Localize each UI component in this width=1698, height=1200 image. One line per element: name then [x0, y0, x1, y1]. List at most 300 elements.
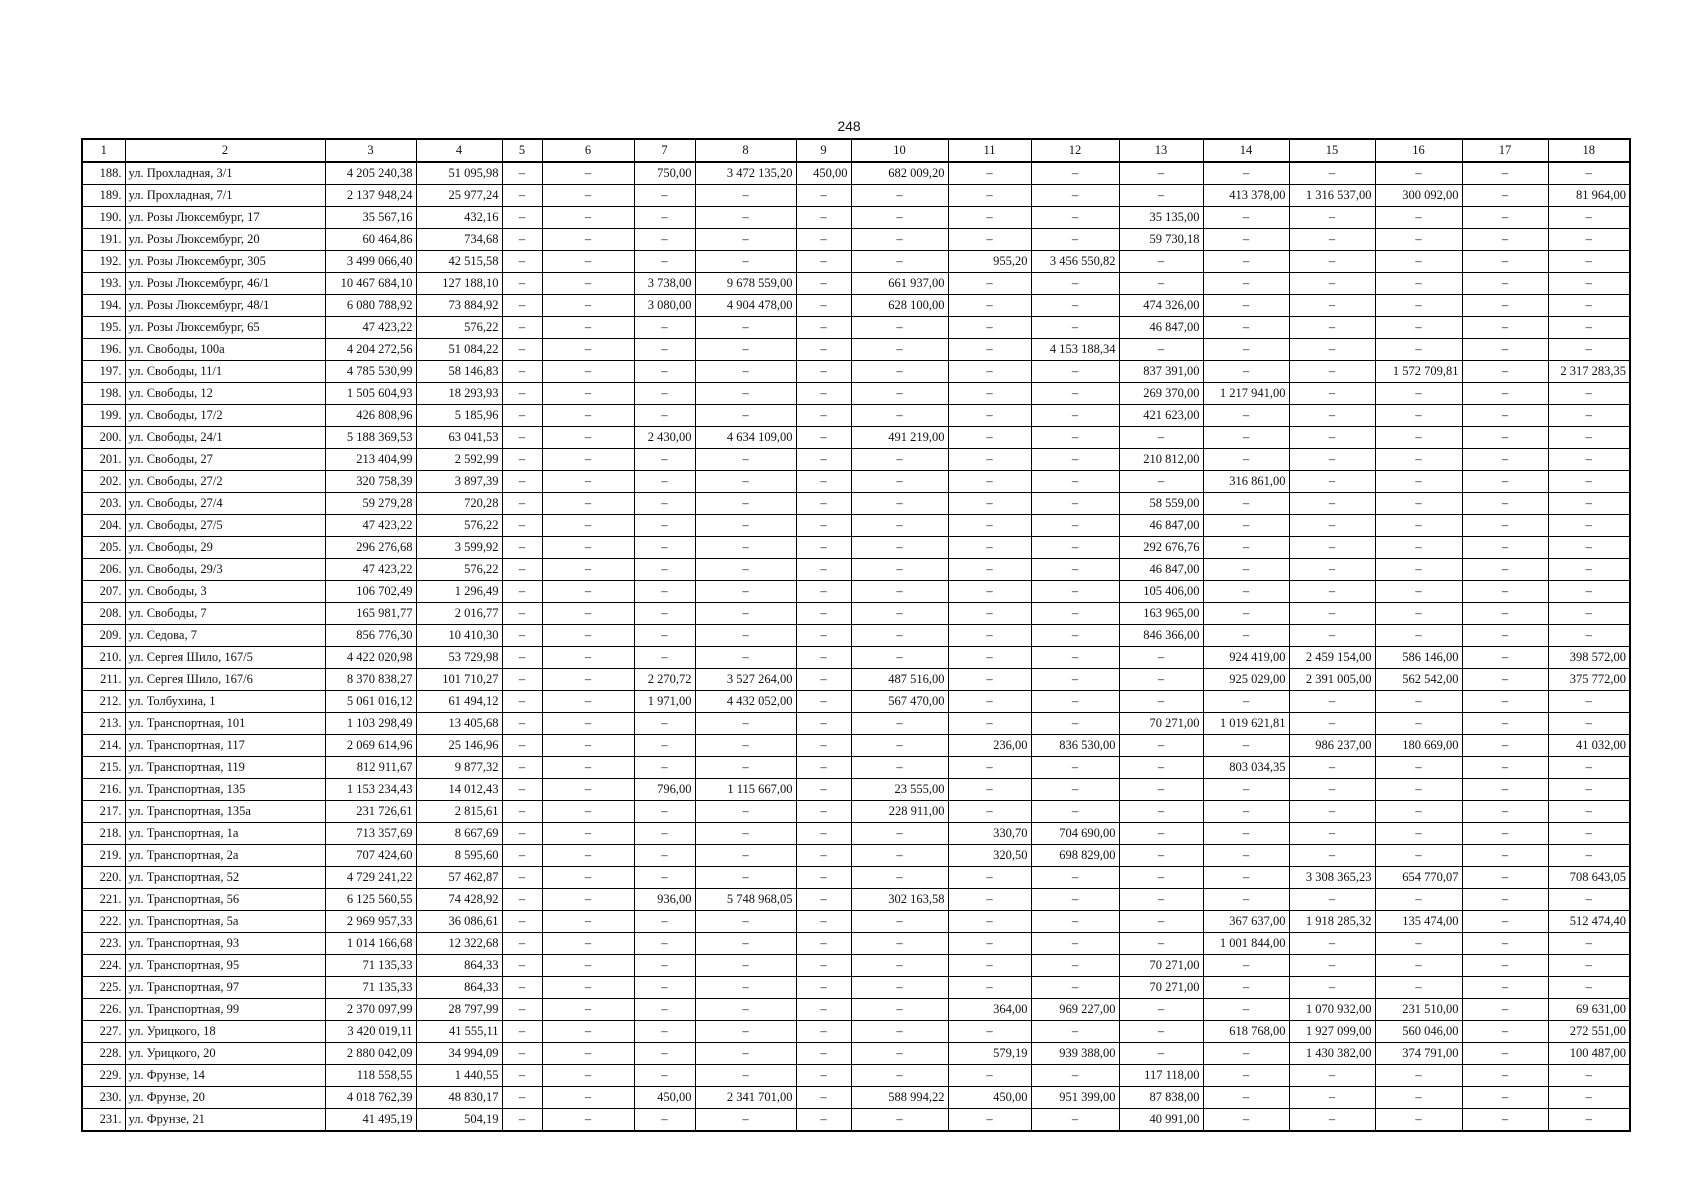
value-cell: – [634, 581, 695, 603]
value-cell: 1 115 667,00 [695, 779, 796, 801]
column-header: 10 [851, 139, 948, 162]
value-cell: – [1119, 339, 1203, 361]
value-cell: – [1119, 647, 1203, 669]
value-cell: 180 669,00 [1375, 735, 1462, 757]
value-cell: – [1289, 845, 1375, 867]
value-cell: – [634, 493, 695, 515]
value-cell: – [1289, 559, 1375, 581]
value-cell: – [1462, 867, 1548, 889]
row-number-cell: 191. [82, 229, 125, 251]
value-cell: – [1548, 1065, 1630, 1087]
value-cell: 18 293,93 [416, 383, 502, 405]
value-cell: – [1548, 162, 1630, 185]
row-number-cell: 220. [82, 867, 125, 889]
column-header: 6 [542, 139, 634, 162]
value-cell: – [948, 427, 1031, 449]
address-cell: ул. Свободы, 17/2 [125, 405, 325, 427]
address-cell: ул. Сергея Шило, 167/5 [125, 647, 325, 669]
value-cell: – [1289, 383, 1375, 405]
value-cell: – [1375, 933, 1462, 955]
value-cell: – [502, 801, 542, 823]
value-cell: 8 370 838,27 [325, 669, 416, 691]
value-cell: 2 270,72 [634, 669, 695, 691]
value-cell: 35 135,00 [1119, 207, 1203, 229]
value-cell: – [634, 317, 695, 339]
value-cell: 236,00 [948, 735, 1031, 757]
value-cell: – [1203, 273, 1289, 295]
value-cell: – [502, 977, 542, 999]
value-cell: 2 391 005,00 [1289, 669, 1375, 691]
value-cell: – [1031, 162, 1119, 185]
value-cell: – [1119, 162, 1203, 185]
value-cell: – [1031, 449, 1119, 471]
row-number-cell: 194. [82, 295, 125, 317]
table-row [82, 933, 1630, 955]
value-cell: – [695, 845, 796, 867]
value-cell: 698 829,00 [1031, 845, 1119, 867]
address-cell: ул. Розы Люксембург, 17 [125, 207, 325, 229]
value-cell: – [1289, 823, 1375, 845]
value-cell: – [851, 845, 948, 867]
address-cell: ул. Свободы, 27 [125, 449, 325, 471]
value-cell: 708 643,05 [1548, 867, 1630, 889]
column-header: 15 [1289, 139, 1375, 162]
value-cell: 2 317 283,35 [1548, 361, 1630, 383]
value-cell: – [542, 339, 634, 361]
value-cell: – [948, 933, 1031, 955]
value-cell: – [542, 713, 634, 735]
value-cell: 3 456 550,82 [1031, 251, 1119, 273]
value-cell: 2 370 097,99 [325, 999, 416, 1021]
row-number-cell: 199. [82, 405, 125, 427]
value-cell: – [796, 1065, 851, 1087]
value-cell: – [502, 1043, 542, 1065]
value-cell: – [1031, 757, 1119, 779]
value-cell: 1 316 537,00 [1289, 185, 1375, 207]
value-cell: – [502, 1109, 542, 1132]
row-number-cell: 225. [82, 977, 125, 999]
value-cell: – [634, 1109, 695, 1132]
value-cell: – [1289, 273, 1375, 295]
value-cell: – [1462, 603, 1548, 625]
value-cell: – [1203, 867, 1289, 889]
value-cell: 70 271,00 [1119, 955, 1203, 977]
value-cell: – [1031, 801, 1119, 823]
value-cell: 47 423,22 [325, 317, 416, 339]
value-cell: – [695, 735, 796, 757]
value-cell: – [1031, 427, 1119, 449]
value-cell: – [634, 229, 695, 251]
value-cell: – [1289, 603, 1375, 625]
table-row [82, 955, 1630, 977]
value-cell: – [796, 845, 851, 867]
value-cell: – [1031, 955, 1119, 977]
value-cell: – [796, 757, 851, 779]
value-cell: – [796, 779, 851, 801]
value-cell: – [1289, 933, 1375, 955]
value-cell: – [1203, 845, 1289, 867]
value-cell: 413 378,00 [1203, 185, 1289, 207]
value-cell: – [542, 207, 634, 229]
value-cell: – [1203, 691, 1289, 713]
value-cell: – [1462, 251, 1548, 273]
value-cell: – [1031, 669, 1119, 691]
value-cell: – [1548, 427, 1630, 449]
row-number-cell: 211. [82, 669, 125, 691]
value-cell: 5 188 369,53 [325, 427, 416, 449]
value-cell: – [1031, 977, 1119, 999]
value-cell: – [1119, 427, 1203, 449]
value-cell: – [542, 317, 634, 339]
value-cell: – [1462, 273, 1548, 295]
value-cell: – [542, 603, 634, 625]
value-cell: – [796, 273, 851, 295]
value-cell: 3 499 066,40 [325, 251, 416, 273]
value-cell: 628 100,00 [851, 295, 948, 317]
value-cell: – [1548, 1087, 1630, 1109]
value-cell: – [634, 955, 695, 977]
value-cell: – [1548, 603, 1630, 625]
value-cell: 560 046,00 [1375, 1021, 1462, 1043]
value-cell: – [948, 757, 1031, 779]
value-cell: – [851, 625, 948, 647]
value-cell: – [1289, 471, 1375, 493]
value-cell: – [796, 427, 851, 449]
value-cell: 2 969 957,33 [325, 911, 416, 933]
row-number-cell: 193. [82, 273, 125, 295]
value-cell: 846 366,00 [1119, 625, 1203, 647]
value-cell: – [948, 559, 1031, 581]
value-cell: – [634, 515, 695, 537]
row-number-cell: 189. [82, 185, 125, 207]
value-cell: 210 812,00 [1119, 449, 1203, 471]
value-cell: 925 029,00 [1203, 669, 1289, 691]
value-cell: – [1375, 339, 1462, 361]
value-cell: – [1203, 427, 1289, 449]
value-cell: – [1548, 295, 1630, 317]
value-cell: 320 758,39 [325, 471, 416, 493]
value-cell: 25 146,96 [416, 735, 502, 757]
value-cell: – [542, 581, 634, 603]
value-cell: 118 558,55 [325, 1065, 416, 1087]
value-cell: – [1119, 933, 1203, 955]
row-number-cell: 218. [82, 823, 125, 845]
row-number-cell: 198. [82, 383, 125, 405]
table-row [82, 845, 1630, 867]
value-cell: 71 135,33 [325, 955, 416, 977]
value-cell: 101 710,27 [416, 669, 502, 691]
value-cell: – [1203, 999, 1289, 1021]
table-row [82, 779, 1630, 801]
value-cell: 51 095,98 [416, 162, 502, 185]
value-cell: – [1119, 471, 1203, 493]
value-cell: 213 404,99 [325, 449, 416, 471]
row-number-cell: 210. [82, 647, 125, 669]
value-cell: – [796, 559, 851, 581]
value-cell: 5 061 016,12 [325, 691, 416, 713]
value-cell: 59 279,28 [325, 493, 416, 515]
value-cell: – [796, 537, 851, 559]
value-cell: – [695, 229, 796, 251]
table-row [82, 1065, 1630, 1087]
value-cell: – [1462, 845, 1548, 867]
value-cell: – [948, 889, 1031, 911]
address-cell: ул. Транспортная, 97 [125, 977, 325, 999]
value-cell: 450,00 [948, 1087, 1031, 1109]
value-cell: – [1462, 933, 1548, 955]
value-cell: – [1462, 911, 1548, 933]
value-cell: – [796, 867, 851, 889]
value-cell: – [542, 515, 634, 537]
value-cell: – [502, 559, 542, 581]
value-cell: 300 092,00 [1375, 185, 1462, 207]
value-cell: – [796, 625, 851, 647]
value-cell: – [695, 493, 796, 515]
value-cell: – [695, 801, 796, 823]
value-cell: – [542, 273, 634, 295]
address-cell: ул. Свободы, 12 [125, 383, 325, 405]
value-cell: – [695, 405, 796, 427]
value-cell: 474 326,00 [1119, 295, 1203, 317]
value-cell: – [634, 559, 695, 581]
row-number-cell: 229. [82, 1065, 125, 1087]
value-cell: – [948, 647, 1031, 669]
table-row [82, 515, 1630, 537]
value-cell: 2 069 614,96 [325, 735, 416, 757]
address-cell: ул. Транспортная, 117 [125, 735, 325, 757]
value-cell: 682 009,20 [851, 162, 948, 185]
value-cell: – [502, 999, 542, 1021]
table-row [82, 162, 1630, 185]
value-cell: – [502, 669, 542, 691]
value-cell: – [542, 1087, 634, 1109]
value-cell: – [851, 383, 948, 405]
value-cell: – [1375, 515, 1462, 537]
value-cell: – [796, 1043, 851, 1065]
value-cell: – [1375, 845, 1462, 867]
value-cell: – [695, 471, 796, 493]
value-cell: – [1031, 207, 1119, 229]
value-cell: – [796, 581, 851, 603]
value-cell: – [695, 449, 796, 471]
value-cell: 46 847,00 [1119, 559, 1203, 581]
value-cell: – [1375, 691, 1462, 713]
value-cell: – [542, 185, 634, 207]
value-cell: – [1462, 383, 1548, 405]
value-cell: – [948, 295, 1031, 317]
value-cell: – [1462, 405, 1548, 427]
table-row [82, 229, 1630, 251]
value-cell: – [796, 405, 851, 427]
value-cell: – [948, 1021, 1031, 1043]
value-cell: 955,20 [948, 251, 1031, 273]
value-cell: 1 918 285,32 [1289, 911, 1375, 933]
value-cell: – [1548, 691, 1630, 713]
value-cell: 3 308 365,23 [1289, 867, 1375, 889]
value-cell: – [502, 493, 542, 515]
value-cell: – [1375, 559, 1462, 581]
column-header: 16 [1375, 139, 1462, 162]
address-cell: ул. Фрунзе, 21 [125, 1109, 325, 1132]
row-number-cell: 207. [82, 581, 125, 603]
value-cell: – [1462, 955, 1548, 977]
value-cell: – [1031, 933, 1119, 955]
value-cell: – [634, 933, 695, 955]
value-cell: – [634, 625, 695, 647]
table-row [82, 735, 1630, 757]
value-cell: 2 341 701,00 [695, 1087, 796, 1109]
value-cell: – [948, 713, 1031, 735]
value-cell: – [1548, 207, 1630, 229]
column-header: 8 [695, 139, 796, 162]
address-cell: ул. Толбухина, 1 [125, 691, 325, 713]
value-cell: – [1203, 823, 1289, 845]
value-cell: – [1031, 1065, 1119, 1087]
table-row [82, 823, 1630, 845]
value-cell: – [695, 185, 796, 207]
address-cell: ул. Урицкого, 18 [125, 1021, 325, 1043]
value-cell: – [1375, 889, 1462, 911]
table-row [82, 471, 1630, 493]
value-cell: – [502, 735, 542, 757]
value-cell: – [542, 977, 634, 999]
value-cell: – [542, 647, 634, 669]
value-cell: 4 432 052,00 [695, 691, 796, 713]
value-cell: – [1375, 625, 1462, 647]
row-number-cell: 203. [82, 493, 125, 515]
value-cell: – [542, 405, 634, 427]
value-cell: – [634, 603, 695, 625]
value-cell: – [1462, 735, 1548, 757]
value-cell: – [695, 515, 796, 537]
value-cell: 8 667,69 [416, 823, 502, 845]
value-cell: – [851, 207, 948, 229]
value-cell: – [948, 691, 1031, 713]
value-cell: – [695, 977, 796, 999]
value-cell: – [634, 801, 695, 823]
row-number-cell: 228. [82, 1043, 125, 1065]
table-row [82, 889, 1630, 911]
value-cell: – [1119, 757, 1203, 779]
value-cell: – [1462, 493, 1548, 515]
value-cell: 936,00 [634, 889, 695, 911]
value-cell: 316 861,00 [1203, 471, 1289, 493]
value-cell: – [1203, 1065, 1289, 1087]
value-cell: – [1289, 977, 1375, 999]
value-cell: – [634, 185, 695, 207]
value-cell: 986 237,00 [1289, 735, 1375, 757]
value-cell: 231 726,61 [325, 801, 416, 823]
value-cell: 4 153 188,34 [1031, 339, 1119, 361]
value-cell: – [502, 361, 542, 383]
value-cell: – [1289, 317, 1375, 339]
value-cell: 491 219,00 [851, 427, 948, 449]
row-number-cell: 195. [82, 317, 125, 339]
table-row [82, 691, 1630, 713]
value-cell: – [1548, 823, 1630, 845]
value-cell: – [695, 339, 796, 361]
value-cell: – [1203, 317, 1289, 339]
value-cell: 421 623,00 [1119, 405, 1203, 427]
address-cell: ул. Транспортная, 5а [125, 911, 325, 933]
value-cell: – [634, 911, 695, 933]
value-cell: – [542, 999, 634, 1021]
value-cell: 4 729 241,22 [325, 867, 416, 889]
table-row [82, 273, 1630, 295]
value-cell: – [796, 317, 851, 339]
value-cell: – [1375, 955, 1462, 977]
address-cell: ул. Свободы, 27/4 [125, 493, 325, 515]
value-cell: – [948, 1065, 1031, 1087]
value-cell: 73 884,92 [416, 295, 502, 317]
row-number-cell: 204. [82, 515, 125, 537]
value-cell: 588 994,22 [851, 1087, 948, 1109]
value-cell: 803 034,35 [1203, 757, 1289, 779]
value-cell: – [1375, 449, 1462, 471]
value-cell: 3 897,39 [416, 471, 502, 493]
value-cell: 2 137 948,24 [325, 185, 416, 207]
value-cell: – [1462, 823, 1548, 845]
value-cell: – [502, 537, 542, 559]
column-header: 3 [325, 139, 416, 162]
table-row [82, 713, 1630, 735]
value-cell: – [948, 669, 1031, 691]
value-cell: – [502, 471, 542, 493]
value-cell: – [502, 1065, 542, 1087]
value-cell: – [695, 207, 796, 229]
value-cell: – [1375, 823, 1462, 845]
value-cell: – [1375, 471, 1462, 493]
value-cell: – [1462, 317, 1548, 339]
value-cell: – [1119, 273, 1203, 295]
value-cell: – [1375, 537, 1462, 559]
value-cell: 272 551,00 [1548, 1021, 1630, 1043]
value-cell: – [695, 603, 796, 625]
value-cell: – [851, 977, 948, 999]
value-cell: – [634, 207, 695, 229]
value-cell: – [542, 251, 634, 273]
value-cell: – [1462, 162, 1548, 185]
value-cell: – [502, 867, 542, 889]
value-cell: – [1289, 691, 1375, 713]
table-row [82, 339, 1630, 361]
value-cell: – [502, 1021, 542, 1043]
value-cell: – [1462, 779, 1548, 801]
value-cell: – [1031, 383, 1119, 405]
value-cell: – [1119, 691, 1203, 713]
value-cell: – [1031, 559, 1119, 581]
value-cell: – [1031, 713, 1119, 735]
value-cell: – [1031, 185, 1119, 207]
value-cell: – [948, 405, 1031, 427]
value-cell: – [851, 537, 948, 559]
value-cell: 74 428,92 [416, 889, 502, 911]
value-cell: – [1289, 361, 1375, 383]
value-cell: – [1031, 515, 1119, 537]
value-cell: – [634, 405, 695, 427]
value-cell: – [695, 999, 796, 1021]
value-cell: 367 637,00 [1203, 911, 1289, 933]
value-cell: – [851, 339, 948, 361]
value-cell: – [796, 471, 851, 493]
value-cell: – [851, 251, 948, 273]
column-header: 7 [634, 139, 695, 162]
table-row [82, 427, 1630, 449]
value-cell: – [796, 669, 851, 691]
value-cell: – [948, 449, 1031, 471]
address-cell: ул. Транспортная, 119 [125, 757, 325, 779]
value-cell: – [1548, 581, 1630, 603]
